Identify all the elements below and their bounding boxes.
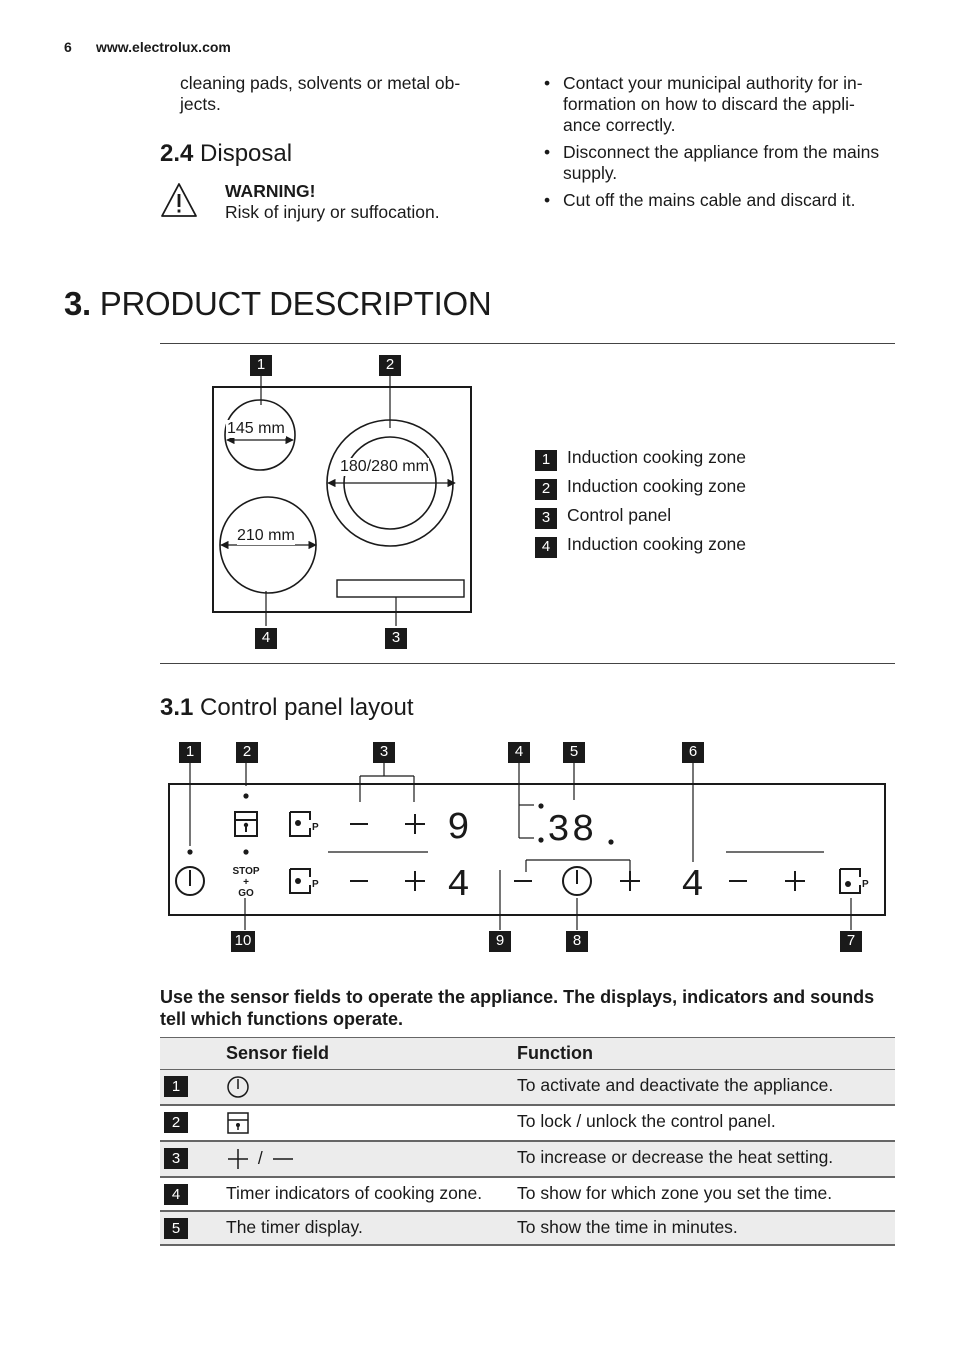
instruction-text: Use the sensor fields to operate the appliance. The displays, indicators and sounds tell which functions operate. xyxy=(160,987,875,1029)
table-row xyxy=(160,1211,895,1245)
callout-badge: 5 xyxy=(563,742,585,763)
go-label: GO xyxy=(238,888,254,899)
callout-badge: 1 xyxy=(250,355,272,376)
warning-triangle-icon xyxy=(159,181,199,219)
timer-digits: 38 xyxy=(547,809,597,852)
control-panel-diagram xyxy=(160,760,890,935)
intro-text: cleaning pads, solvents or metal ob-jects. xyxy=(180,73,461,114)
table-header: Sensor field xyxy=(226,1043,330,1063)
row-sensor: Timer indicators of cooking zone. xyxy=(226,1183,483,1203)
hob-diagram xyxy=(160,350,490,655)
row-badge: 2 xyxy=(164,1112,188,1133)
table-header xyxy=(160,1038,226,1070)
control-panel-rect xyxy=(337,580,464,597)
table-row xyxy=(160,1177,895,1211)
page-number: 6 xyxy=(64,39,72,55)
legend-text: Control panel xyxy=(567,505,672,525)
plus-icon[interactable] xyxy=(405,871,425,891)
row-sensor: The timer display. xyxy=(226,1217,363,1237)
stop-label: STOP xyxy=(232,866,260,877)
power-icon[interactable] xyxy=(176,867,204,895)
control-section-number: 3.1 xyxy=(160,694,194,721)
dim-medium: 210 mm xyxy=(237,527,295,544)
plus-icon[interactable] xyxy=(405,814,425,834)
callout-badge: 8 xyxy=(566,931,588,952)
power-icon xyxy=(226,1075,252,1099)
row-function: To show for which zone you set the time. xyxy=(517,1183,833,1203)
callout-badge: 9 xyxy=(489,931,511,952)
table-header-row xyxy=(160,1038,895,1070)
bullet-item: • Contact your municipal authority for in-formation on how to discard the appli-ance correctly. xyxy=(544,73,889,136)
legend-badge: 4 xyxy=(535,537,557,558)
legend-badge: 3 xyxy=(535,508,557,529)
sensor-separator: / xyxy=(257,1147,263,1168)
pause-p-icon[interactable] xyxy=(840,869,860,893)
row-function: To increase or decrease the heat setting. xyxy=(517,1147,834,1167)
divider-top xyxy=(160,343,895,344)
pause-p-icon[interactable] xyxy=(290,812,310,836)
zone-digit-row1: 9 xyxy=(447,807,470,850)
lock-icon xyxy=(226,1111,252,1135)
callout-badge: 4 xyxy=(255,628,277,649)
callout-badge: 3 xyxy=(373,742,395,763)
row-badge: 5 xyxy=(164,1218,188,1239)
callout-badge: 6 xyxy=(682,742,704,763)
row-function: To lock / unlock the control panel. xyxy=(517,1111,776,1131)
dim-small: 145 mm xyxy=(227,420,285,437)
disposal-section-number: 2.4 xyxy=(160,140,194,167)
legend-badge: 2 xyxy=(535,479,557,500)
sensor-table xyxy=(160,1037,895,1246)
minus-icon xyxy=(271,1147,295,1171)
disposal-heading xyxy=(160,140,292,168)
product-section-number: 3. xyxy=(64,285,91,322)
table-row xyxy=(160,1141,895,1177)
p-label: P xyxy=(312,822,319,833)
warning-label: WARNING! xyxy=(225,181,316,201)
p-label: P xyxy=(312,879,319,890)
callout-badge: 4 xyxy=(508,742,530,763)
callout-badge: 1 xyxy=(179,742,201,763)
callout-badge: 10 xyxy=(231,931,255,952)
product-title: PRODUCT DESCRIPTION xyxy=(99,285,492,322)
legend-text: Induction cooking zone xyxy=(567,447,747,467)
row-badge: 4 xyxy=(164,1184,188,1205)
table-row xyxy=(160,1105,895,1141)
stop-plus-label: + xyxy=(243,877,249,888)
zone-digit-row2: 4 xyxy=(447,864,470,907)
product-heading xyxy=(64,285,491,323)
plus-icon xyxy=(226,1147,250,1171)
control-title: Control panel layout xyxy=(200,694,414,721)
row-function: To show the time in minutes. xyxy=(517,1217,738,1237)
bullet-item: • Cut off the mains cable and discard it. xyxy=(544,190,889,211)
legend-text: Induction cooking zone xyxy=(567,476,747,496)
p-label: P xyxy=(862,879,869,890)
zone-digit-right: 4 xyxy=(681,864,704,907)
callout-badge: 7 xyxy=(840,931,862,952)
bullet-item: • Disconnect the appliance from the mains supply. xyxy=(544,142,889,184)
plus-icon[interactable] xyxy=(785,871,805,891)
legend-badge: 1 xyxy=(535,450,557,471)
callout-badge: 3 xyxy=(385,628,407,649)
warning-text: Risk of injury or suffocation. xyxy=(225,202,440,222)
disposal-bullets xyxy=(544,73,889,217)
control-heading xyxy=(160,694,414,722)
row-badge: 1 xyxy=(164,1076,188,1097)
legend-text: Induction cooking zone xyxy=(567,534,747,554)
header-url: www.electrolux.com xyxy=(96,39,231,55)
callout-badge: 2 xyxy=(379,355,401,376)
dim-large: 180/280 mm xyxy=(340,458,429,475)
pause-p-icon[interactable] xyxy=(290,869,310,893)
row-function: To activate and deactivate the appliance. xyxy=(517,1075,834,1095)
row-badge: 3 xyxy=(164,1148,188,1169)
table-row xyxy=(160,1070,895,1106)
table-header: Function xyxy=(517,1043,593,1063)
plus-icon[interactable] xyxy=(620,871,640,891)
divider-bottom xyxy=(160,663,895,664)
callout-badge: 2 xyxy=(236,742,258,763)
timer-power-icon[interactable] xyxy=(563,867,591,895)
disposal-title: Disposal xyxy=(200,140,293,167)
